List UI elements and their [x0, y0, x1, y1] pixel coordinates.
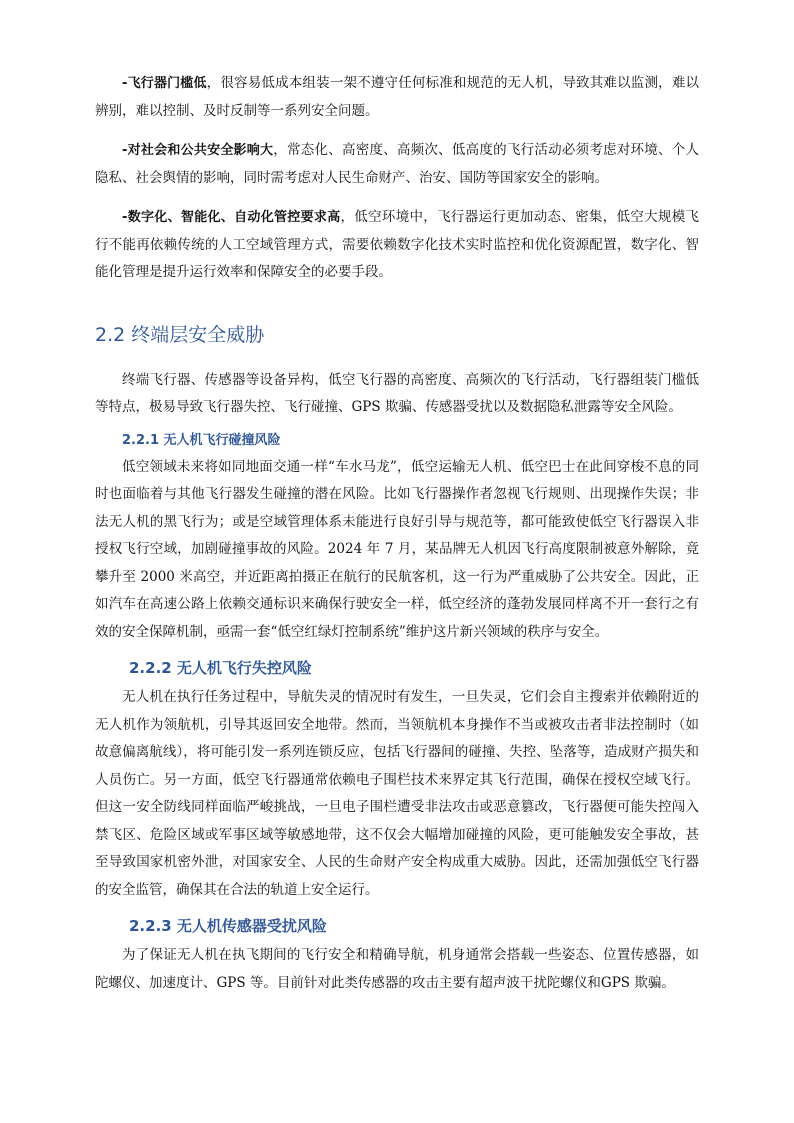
- intro-item-digital: [95, 204, 699, 287]
- loss-of-control-paragraph: 无人机在执行任务过程中，导航失灵的情况时有发生，一旦失灵，它们会自主搜索并依赖附近的无人机作为领航机，引导其返回安全地带。然而，当领航机本身操作不当或被攻击者非法控制时（如故意偏离航线），将可能引发一系列连锁反应，包括飞行器间的碰撞、失控、坠落等，造成财产损失和人员伤亡。另一方面，低空飞行器通常依赖电子围栏技术来界定其飞行范围，确保在授权空域飞行。但这一安全防线同样面临严峻挑战，一旦电子围栏遭受非法攻击或恶意篡改，飞行器便可能失控闯入禁飞区、危险区域或军事区域等敏感地带，这不仅会大幅增加碰撞的风险，更可能触发安全事故，甚至导致国家机密外泄，对国家安全、人民的生命财产安全构成重大威胁。因此，还需加强低空飞行器的安全监管，确保其在合法的轨道上安全运行。: [95, 689, 699, 898]
- intro-item-lead: -对社会和公共安全影响大: [122, 143, 274, 158]
- intro-item-lead: -飞行器门槛低: [122, 76, 207, 91]
- sensor-paragraph: 为了保证无人机在执飞期间的飞行安全和精确导航，机身通常会搭载一些姿态、位置传感器，如陀螺仪、加速度计、GPS 等。目前针对此类传感器的攻击主要有超声波干扰陀螺仪和GPS 欺骗。: [95, 947, 699, 991]
- section-intro-paragraph: 终端飞行器、传感器等设备异构，低空飞行器的高密度、高频次的飞行活动，飞行器组装门槛低等特点，极易导致飞行器失控、飞行碰撞、GPS 欺骗、传感器受扰以及数据隐私泄露等安全风险。: [95, 371, 699, 415]
- subsection-heading-loss-of-control: 2.2.2 无人机飞行失控风险: [129, 659, 312, 677]
- document-page: [95, 70, 699, 997]
- subsection-heading-sensor: 2.2.3 无人机传感器受扰风险: [129, 917, 327, 935]
- collision-paragraph: 低空领域未来将如同地面交通一样“车水马龙”，低空运输无人机、低空巴士在此间穿梭不息的同时也面临着与其他飞行器发生碰撞的潜在风险。比如飞行器操作者忽视飞行规则、出现操作失误；非法无人机的黑飞行为；或是空域管理体系未能进行良好引导与规范等，都可能致使低空飞行器误入非授权飞行空域，加剧碰撞事故的风险。2024 年 7 月，某品牌无人机因飞行高度限制被意外解除，竟攀升至 2000 米高空，并近距离拍摄正在航行的民航客机，这一行为严重威胁了公共安全。因此，正如汽车在高速公路上依赖交通标识来确保行驶安全一样，低空经济的蓬勃发展同样离不开一套行之有效的安全保障机制，亟需一套“低空红绿灯控制系统”维护这片新兴领域的秩序与安全。: [95, 458, 699, 640]
- intro-item-text: ，常态化、高密度、高频次、低高度的飞行活动必须考虑对环境、个人隐私、社会舆情的影响，同时需考虑对人民生命财产、治安、国防等国家安全的影响。: [95, 142, 699, 186]
- subsection-heading-collision: 2.2.1 无人机飞行碰撞风险: [122, 432, 281, 448]
- intro-item-text: ，低空环境中，飞行器运行更加动态、密集，低空大规模飞行不能再依赖传统的人工空域管理方式，需要依赖数字化技术实时监控和优化资源配置，数字化、智能化管理是提升运行效率和保障安全的必要手段。: [95, 209, 699, 280]
- section-heading: 2.2 终端层安全威胁: [95, 323, 265, 346]
- intro-item-public-safety: [95, 137, 699, 192]
- intro-item-threshold: [95, 70, 699, 125]
- intro-item-text: ，很容易低成本组装一架不遵守任何标准和规范的无人机，导致其难以监测，难以辨别，难以控制、及时反制等一系列安全问题。: [95, 75, 699, 119]
- intro-item-lead: -数字化、智能化、自动化管控要求高: [122, 210, 341, 225]
